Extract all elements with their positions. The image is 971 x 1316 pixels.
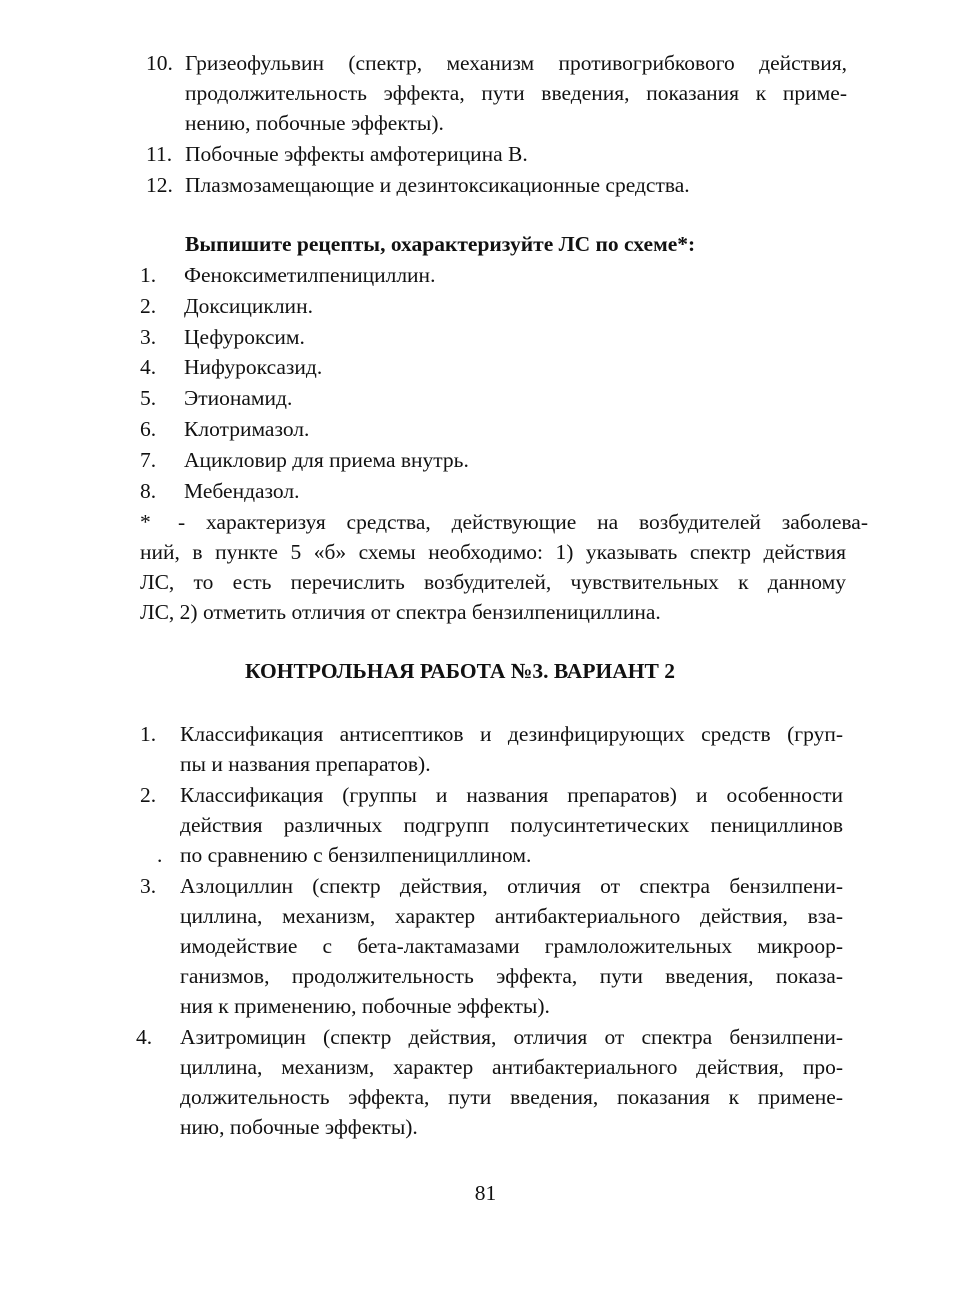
question-number: 2. — [140, 783, 157, 807]
recipes-heading: Выпишите рецепты, охарактеризуйте ЛС по схеме*: — [185, 232, 696, 256]
recipe-number: 4. — [140, 355, 157, 379]
list-item-number: 11. — [146, 142, 173, 166]
stray-mark: . — [157, 843, 163, 867]
recipe-number: 8. — [140, 479, 157, 503]
list-item-line: Гризеофульвин (спектр, механизм противогрибкового действия, — [185, 51, 847, 75]
question-line: ния к применению, побочные эффекты). — [180, 994, 550, 1018]
recipe-number: 2. — [140, 294, 157, 318]
recipe-number: 7. — [140, 448, 157, 472]
recipe-number: 6. — [140, 417, 157, 441]
question-line: пы и названия препаратов). — [180, 752, 431, 776]
list-item-number: 12. — [146, 173, 173, 197]
list-item-line: нению, побочные эффекты). — [185, 111, 444, 135]
recipe-item: Клотримазол. — [184, 417, 310, 441]
question-line: Азлоциллин (спектр действия, отличия от спектра бензилпени- — [180, 874, 843, 898]
footnote-line: ЛС, то есть перечислить возбудителей, чувствительных к данному — [140, 570, 846, 594]
question-line: циллина, механизм, характер антибактериального действия, про- — [180, 1055, 843, 1079]
question-line: Классификация (группы и названия препаратов) и особенности — [180, 783, 843, 807]
footnote-marker: * — [140, 510, 151, 534]
list-item-line: продолжительность эффекта, пути введения, показания к приме- — [185, 81, 847, 105]
recipe-number: 1. — [140, 263, 157, 287]
recipe-item: Нифуроксазид. — [184, 355, 323, 379]
recipe-number: 5. — [140, 386, 157, 410]
question-line: циллина, механизм, характер антибактериального действия, вза- — [180, 904, 843, 928]
question-line: имодействие с бета-лактамазами грамлоложительных микроор- — [180, 934, 843, 958]
list-item-line: Плазмозамещающие и дезинтоксикационные средства. — [185, 173, 690, 197]
recipe-number: 3. — [140, 325, 157, 349]
list-item-line: Побочные эффекты амфотерицина В. — [185, 142, 528, 166]
recipe-item: Ацикловир для приема внутрь. — [184, 448, 469, 472]
question-line: по сравнению с бензилпенициллином. — [180, 843, 532, 867]
question-line: должительность эффекта, пути введения, показания к примене- — [180, 1085, 843, 1109]
question-line: действия различных подгрупп полусинтетических пенициллинов — [180, 813, 843, 837]
question-number: 4. — [136, 1025, 153, 1049]
recipe-item: Феноксиметилпенициллин. — [184, 263, 436, 287]
question-number: 3. — [140, 874, 157, 898]
recipe-item: Доксициклин. — [184, 294, 313, 318]
list-item-number: 10. — [146, 51, 173, 75]
page-number: 81 — [474, 1181, 497, 1205]
footnote-line: ний, в пункте 5 «б» схемы необходимо: 1) указывать спектр действия — [140, 540, 846, 564]
recipe-item: Мебендазол. — [184, 479, 300, 503]
question-line: Классификация антисептиков и дезинфицирующих средств (груп- — [180, 722, 843, 746]
section-title: КОНТРОЛЬНАЯ РАБОТА №3. ВАРИАНТ 2 — [245, 659, 675, 683]
question-number: 1. — [140, 722, 157, 746]
footnote-line: ЛС, 2) отметить отличия от спектра бензилпенициллина. — [140, 600, 661, 624]
recipe-item: Этионамид. — [184, 386, 293, 410]
question-line: ганизмов, продолжительность эффекта, пути введения, показа- — [180, 964, 843, 988]
recipe-item: Цефуроксим. — [184, 325, 305, 349]
footnote-line: - характеризуя средства, действующие на возбудителей заболева- — [178, 510, 868, 534]
question-line: нию, побочные эффекты). — [180, 1115, 418, 1139]
question-line: Азитромицин (спектр действия, отличия от спектра бензилпени- — [180, 1025, 843, 1049]
